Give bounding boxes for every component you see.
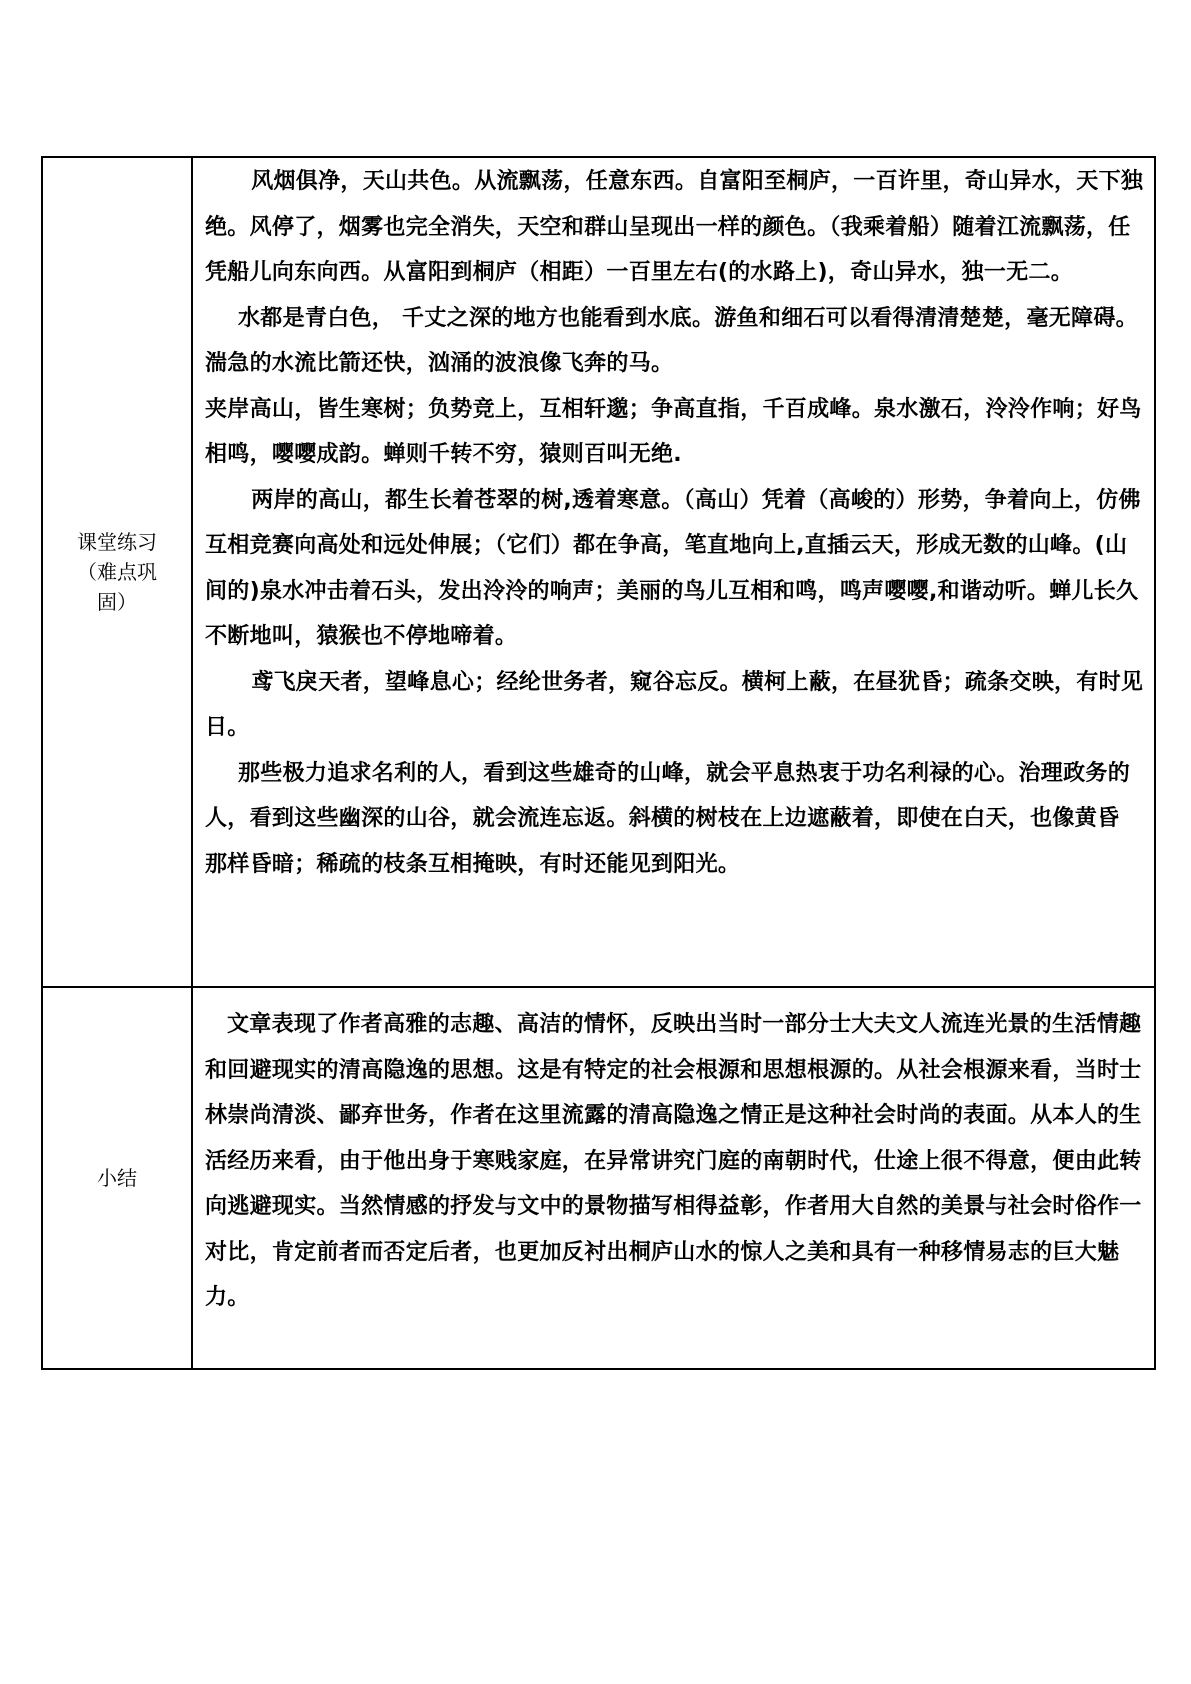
summary-label xyxy=(43,1163,191,1193)
summary-label-line: 小结 xyxy=(97,1166,137,1190)
practice-paragraph: 风烟俱净，天山共色。从流飘荡，任意东西。自富阳至桐庐，一百许里，奇山异水，天下独绝。风停了，烟雾也完全消失，天空和群山呈现出一样的颜色。（我乘着船）随着江流飘荡，任凭船儿向东向西。从富阳到桐庐（相距）一百里左右(的水路上)，奇山异水，独一无二。 xyxy=(205,169,1144,285)
lesson-table xyxy=(41,156,1156,1370)
summary-label-cell xyxy=(42,987,192,1369)
practice-label-cell xyxy=(42,157,192,987)
summary-paragraph: 文章表现了作者高雅的志趣、高洁的情怀，反映出当时一部分士大夫文人流连光景的生活情趣和回避现实的清高隐逸的思想。这是有特定的社会根源和思想根源的。从社会根源来看，当时士林崇尚清淡、鄙弃世务，作者在这里流露的清高隐逸之情正是这种社会时尚的表面。从本人的生活经历来看，由于他出身于寒贱家庭，在异常讲究门庭的南朝时代，仕途上很不得意，便由此转向逃避现实。当然情感的抒发与文中的景物描写相得益彰，作者用大自然的美景与社会时俗作一对比，肯定前者而否定后者，也更加反衬出桐庐山水的惊人之美和具有一种移情易志的巨大魅力。 xyxy=(205,1012,1142,1310)
practice-label-line: 固） xyxy=(97,590,137,614)
summary-row xyxy=(42,987,1155,1369)
summary-body xyxy=(205,988,1144,1321)
practice-label xyxy=(43,527,191,617)
practice-label-line: 课堂练习 xyxy=(77,530,157,554)
practice-label-line: （难点巩 xyxy=(77,560,157,584)
practice-paragraph: 鸢飞戾天者，望峰息心；经纶世务者，窥谷忘反。横柯上蔽，在昼犹昏；疏条交映，有时见日。 xyxy=(205,669,1144,740)
practice-row xyxy=(42,157,1155,987)
practice-content-cell xyxy=(192,157,1155,987)
practice-body xyxy=(205,158,1144,887)
summary-content-cell xyxy=(192,987,1155,1369)
practice-paragraph: 两岸的高山，都生长着苍翠的树,透着寒意。（高山）凭着（高峻的）形势，争着向上，仿佛互相竞赛向高处和远处伸展；（它们）都在争高，笔直地向上,直插云天，形成无数的山峰。(山间的)泉水冲击着石头，发出泠泠的响声；美丽的鸟儿互相和鸣，鸣声嘤嘤,和谐动听。蝉儿长久不断地叫，猿猴也不停地啼着。 xyxy=(205,487,1141,649)
practice-paragraph: 水都是青白色， 千丈之深的地方也能看到水底。游鱼和细石可以看得清清楚楚，毫无障碍。湍急的水流比箭还快，汹涌的波浪像飞奔的马。 xyxy=(205,305,1138,376)
practice-paragraph: 夹岸高山，皆生寒树；负势竞上，互相轩邈；争高直指，千百成峰。泉水激石，泠泠作响；好鸟相鸣，嘤嘤成韵。蝉则千转不穷，猿则百叫无绝. xyxy=(205,396,1142,467)
practice-paragraph: 那些极力追求名利的人，看到这些雄奇的山峰，就会平息热衷于功名利禄的心。治理政务的人，看到这些幽深的山谷，就会流连忘返。斜横的树枝在上边遮蔽着，即使在白天，也像黄昏 那样昏暗；稀疏的枝条互相掩映，有时还能见到阳光。 xyxy=(205,760,1131,877)
